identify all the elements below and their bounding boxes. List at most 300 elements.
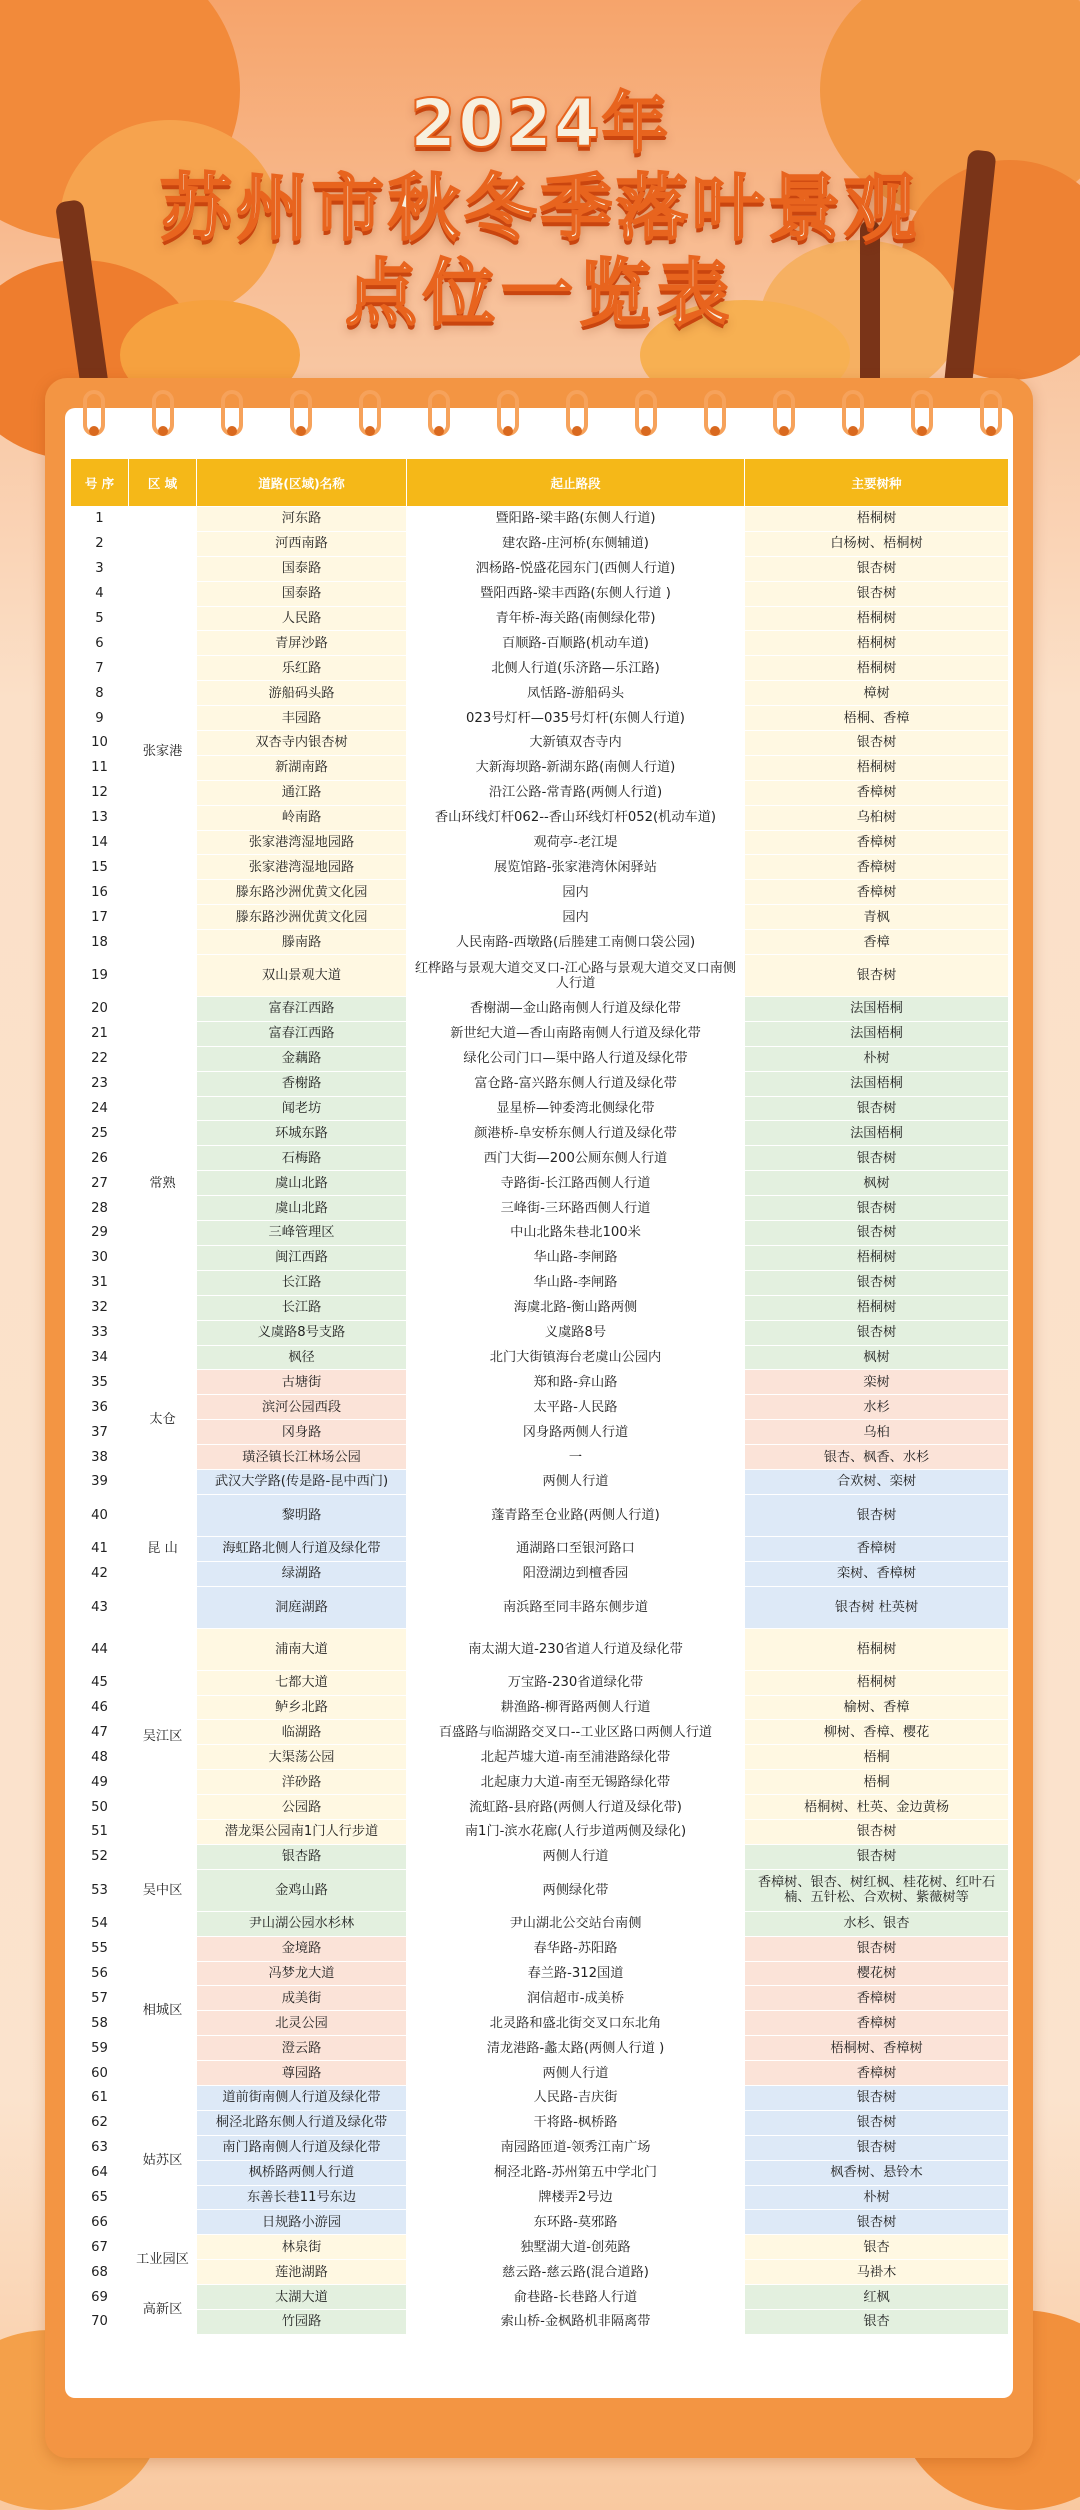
tree-species-cell: 银杏 (745, 2235, 1009, 2260)
table-row (71, 2011, 1009, 2036)
road-name-cell: 香榭路 (197, 1071, 407, 1096)
row-number: 65 (71, 2185, 129, 2210)
tree-species-cell: 银杏树 (745, 1844, 1009, 1869)
tree-species-cell: 香樟树 (745, 855, 1009, 880)
tree-species-cell: 银杏树 (745, 1221, 1009, 1246)
section-cell: 颜港桥-阜安桥东侧人行道及绿化带 (407, 1121, 745, 1146)
road-name-cell: 南门路南侧人行道及绿化带 (197, 2135, 407, 2160)
section-cell: 大新海坝路-新湖东路(南侧人行道) (407, 755, 745, 780)
row-number: 3 (71, 556, 129, 581)
tree-species-cell: 银杏树 (745, 1320, 1009, 1345)
title-sub: 点位一览表 (344, 251, 735, 335)
row-number: 34 (71, 1345, 129, 1370)
road-name-cell: 滕南路 (197, 930, 407, 955)
road-name-cell: 日规路小游园 (197, 2210, 407, 2235)
road-name-cell: 富春江西路 (197, 997, 407, 1022)
row-number: 9 (71, 706, 129, 731)
binder-ring (83, 390, 105, 436)
tree-species-cell: 朴树 (745, 1046, 1009, 1071)
road-name-cell: 绿湖路 (197, 1561, 407, 1586)
table-row (71, 1345, 1009, 1370)
row-number: 48 (71, 1745, 129, 1770)
table-row (71, 1121, 1009, 1146)
table-row (71, 1936, 1009, 1961)
tree-species-cell: 香樟树 (745, 880, 1009, 905)
table-row (71, 631, 1009, 656)
row-number: 50 (71, 1795, 129, 1820)
road-name-cell: 洋砂路 (197, 1770, 407, 1795)
table-row (71, 1071, 1009, 1096)
row-number: 24 (71, 1096, 129, 1121)
section-cell: 香山环线灯杆062--香山环线灯杆052(机动车道) (407, 805, 745, 830)
table-row (71, 1869, 1009, 1911)
binder-ring (842, 390, 864, 436)
section-cell: 北侧人行道(乐济路—乐江路) (407, 656, 745, 681)
tree-species-cell: 榆树、香樟 (745, 1695, 1009, 1720)
table-row (71, 1745, 1009, 1770)
tree-species-cell: 香樟树 (745, 830, 1009, 855)
row-number: 27 (71, 1171, 129, 1196)
region-cell: 张家港 (129, 507, 197, 997)
table-row (71, 805, 1009, 830)
section-cell: 泗杨路-悦盛花园东门(西侧人行道) (407, 556, 745, 581)
row-number: 51 (71, 1819, 129, 1844)
section-cell: 牌楼弄2号边 (407, 2185, 745, 2210)
tree-species-cell: 梧桐、香樟 (745, 706, 1009, 731)
road-name-cell: 银杏路 (197, 1844, 407, 1869)
section-cell: 中山北路朱巷北100米 (407, 1221, 745, 1246)
table-row (71, 1961, 1009, 1986)
table-row (71, 955, 1009, 997)
road-name-cell: 长江路 (197, 1295, 407, 1320)
road-name-cell: 洞庭湖路 (197, 1586, 407, 1628)
row-number: 39 (71, 1469, 129, 1494)
tree-species-cell: 樟树 (745, 681, 1009, 706)
binder-ring (635, 390, 657, 436)
table-row (71, 2285, 1009, 2310)
tree-species-cell: 樱花树 (745, 1961, 1009, 1986)
tree-species-cell: 梧桐树 (745, 1628, 1009, 1670)
table-row (71, 1046, 1009, 1071)
row-number: 70 (71, 2310, 129, 2335)
binder-ring (152, 390, 174, 436)
road-name-cell: 张家港湾湿地园路 (197, 830, 407, 855)
row-number: 29 (71, 1221, 129, 1246)
tree-species-cell: 银杏树 (745, 2110, 1009, 2135)
table-row (71, 731, 1009, 756)
road-name-cell: 浦南大道 (197, 1628, 407, 1670)
tree-species-cell: 梧桐树 (745, 606, 1009, 631)
road-name-cell: 石梅路 (197, 1146, 407, 1171)
road-name-cell: 冯梦龙大道 (197, 1961, 407, 1986)
road-name-cell: 虞山北路 (197, 1196, 407, 1221)
tree-species-cell: 银杏树 (745, 731, 1009, 756)
binder-ring (911, 390, 933, 436)
row-number: 5 (71, 606, 129, 631)
section-cell: 南浜路至同丰路东侧步道 (407, 1586, 745, 1628)
row-number: 54 (71, 1911, 129, 1936)
section-cell: 富仓路-富兴路东侧人行道及绿化带 (407, 1071, 745, 1096)
tree-species-cell: 银杏树 (745, 955, 1009, 997)
tree-species-cell: 合欢树、栾树 (745, 1469, 1009, 1494)
road-name-cell: 三峰管理区 (197, 1221, 407, 1246)
table-row (71, 880, 1009, 905)
road-name-cell: 岭南路 (197, 805, 407, 830)
section-cell: 暨阳西路-梁丰西路(东侧人行道 ) (407, 581, 745, 606)
tree-species-cell: 香樟树 (745, 1536, 1009, 1561)
section-cell: 观荷亭-老江堤 (407, 830, 745, 855)
tree-species-cell: 柳树、香樟、樱花 (745, 1720, 1009, 1745)
road-name-cell: 新湖南路 (197, 755, 407, 780)
tree-species-cell: 枫树 (745, 1171, 1009, 1196)
road-name-cell: 七都大道 (197, 1670, 407, 1695)
section-cell: 暨阳路-梁丰路(东侧人行道) (407, 507, 745, 532)
row-number: 26 (71, 1146, 129, 1171)
road-name-cell: 闻老坊 (197, 1096, 407, 1121)
row-number: 42 (71, 1561, 129, 1586)
title-year: 2024年 (410, 85, 670, 162)
row-number: 18 (71, 930, 129, 955)
region-cell: 吴江区 (129, 1628, 197, 1844)
section-cell: 阳澄湖边到檀香园 (407, 1561, 745, 1586)
tree-species-cell: 梧桐树、香樟树 (745, 2036, 1009, 2061)
road-name-cell: 太湖大道 (197, 2285, 407, 2310)
row-number: 1 (71, 507, 129, 532)
table-row (71, 581, 1009, 606)
road-name-cell: 人民路 (197, 606, 407, 631)
region-cell: 高新区 (129, 2285, 197, 2335)
tree-species-cell: 法国梧桐 (745, 1071, 1009, 1096)
section-cell: 三峰街-三环路西侧人行道 (407, 1196, 745, 1221)
section-cell: 郑和路-弇山路 (407, 1370, 745, 1395)
road-name-cell: 金藕路 (197, 1046, 407, 1071)
road-name-cell: 澄云路 (197, 2036, 407, 2061)
row-number: 59 (71, 2036, 129, 2061)
section-cell: 干将路-枫桥路 (407, 2110, 745, 2135)
row-number: 30 (71, 1245, 129, 1270)
row-number: 46 (71, 1695, 129, 1720)
binder-ring (290, 390, 312, 436)
header-tree: 主要树种 (745, 459, 1009, 507)
section-cell: 展览馆路-张家港湾休闲驿站 (407, 855, 745, 880)
tree-species-cell: 梧桐 (745, 1770, 1009, 1795)
table-row (71, 1819, 1009, 1844)
section-cell: 流虹路-县府路(两侧人行道及绿化带) (407, 1795, 745, 1820)
table-row (71, 2160, 1009, 2185)
binder-ring (359, 390, 381, 436)
tree-species-cell: 银杏、枫香、水杉 (745, 1445, 1009, 1470)
tree-species-cell: 银杏树 (745, 1196, 1009, 1221)
tree-species-cell: 银杏树 (745, 1494, 1009, 1536)
table-row (71, 1146, 1009, 1171)
road-name-cell: 义虞路8号支路 (197, 1320, 407, 1345)
road-name-cell: 竹园路 (197, 2310, 407, 2335)
section-cell: 桐泾北路-苏州第五中学北门 (407, 2160, 745, 2185)
road-name-cell: 冈身路 (197, 1420, 407, 1445)
row-number: 57 (71, 1986, 129, 2011)
table-row (71, 507, 1009, 532)
table-row (71, 1245, 1009, 1270)
tree-species-cell: 梧桐树、杜英、金边黄杨 (745, 1795, 1009, 1820)
row-number: 43 (71, 1586, 129, 1628)
road-name-cell: 鲈乡北路 (197, 1695, 407, 1720)
section-cell: 新世纪大道—香山南路南侧人行道及绿化带 (407, 1021, 745, 1046)
table-row (71, 1270, 1009, 1295)
table-row (71, 930, 1009, 955)
tree-species-cell: 银杏树 (745, 2085, 1009, 2110)
table-row (71, 2085, 1009, 2110)
section-cell: 两侧人行道 (407, 1469, 745, 1494)
table-row (71, 2210, 1009, 2235)
tree-species-cell: 白杨树、梧桐树 (745, 531, 1009, 556)
row-number: 58 (71, 2011, 129, 2036)
road-name-cell: 临湖路 (197, 1720, 407, 1745)
tree-species-cell: 栾树 (745, 1370, 1009, 1395)
header-road: 道路(区域)名称 (197, 459, 407, 507)
table-row (71, 706, 1009, 731)
section-cell: 显星桥—钟委湾北侧绿化带 (407, 1096, 745, 1121)
tree-species-cell: 马褂木 (745, 2260, 1009, 2285)
section-cell: 清龙港路-蠡太路(两侧人行道 ) (407, 2036, 745, 2061)
section-cell: 春兰路-312国道 (407, 1961, 745, 1986)
section-cell: 海虞北路-衡山路两侧 (407, 1295, 745, 1320)
road-name-cell: 尹山湖公园水杉林 (197, 1911, 407, 1936)
road-name-cell: 璜泾镇长江林场公园 (197, 1445, 407, 1470)
row-number: 55 (71, 1936, 129, 1961)
road-name-cell: 滕东路沙洲优黄文化园 (197, 880, 407, 905)
tree-species-cell: 梧桐 (745, 1745, 1009, 1770)
binder-ring (773, 390, 795, 436)
table-row (71, 1586, 1009, 1628)
row-number: 44 (71, 1628, 129, 1670)
table-row (71, 1395, 1009, 1420)
section-cell: 建农路-庄河桥(东侧辅道) (407, 531, 745, 556)
table-row (71, 1770, 1009, 1795)
region-cell: 昆 山 (129, 1469, 197, 1628)
section-cell: 大新镇双杏寺内 (407, 731, 745, 756)
row-number: 20 (71, 997, 129, 1022)
section-cell: 园内 (407, 905, 745, 930)
section-cell: 两侧人行道 (407, 2061, 745, 2086)
section-cell: 华山路-李闸路 (407, 1245, 745, 1270)
section-cell: 北门大街镇海台老虞山公园内 (407, 1345, 745, 1370)
section-cell: 索山桥-金枫路机非隔离带 (407, 2310, 745, 2335)
table-row (71, 2110, 1009, 2135)
road-name-cell: 长江路 (197, 1270, 407, 1295)
section-cell: 寺路街-长江路西侧人行道 (407, 1171, 745, 1196)
table-row (71, 2036, 1009, 2061)
row-number: 16 (71, 880, 129, 905)
road-name-cell: 金鸡山路 (197, 1869, 407, 1911)
tree-species-cell: 香樟树 (745, 2011, 1009, 2036)
row-number: 53 (71, 1869, 129, 1911)
table-body (71, 507, 1009, 2335)
table-row (71, 997, 1009, 1022)
section-cell: 通湖路口至银河路口 (407, 1536, 745, 1561)
row-number: 56 (71, 1961, 129, 1986)
road-name-cell: 大渠荡公园 (197, 1745, 407, 1770)
tree-species-cell: 银杏树 (745, 1270, 1009, 1295)
row-number: 37 (71, 1420, 129, 1445)
table-row (71, 656, 1009, 681)
section-cell: 俞巷路-长巷路人行道 (407, 2285, 745, 2310)
section-cell: 慈云路-慈云路(混合道路) (407, 2260, 745, 2285)
road-name-cell: 虞山北路 (197, 1171, 407, 1196)
road-name-cell: 莲池湖路 (197, 2260, 407, 2285)
row-number: 67 (71, 2235, 129, 2260)
road-name-cell: 张家港湾湿地园路 (197, 855, 407, 880)
table-row (71, 1844, 1009, 1869)
table-row (71, 1445, 1009, 1470)
section-cell: 润信超市-成美桥 (407, 1986, 745, 2011)
road-name-cell: 河东路 (197, 507, 407, 532)
table-row (71, 1295, 1009, 1320)
table-row (71, 1196, 1009, 1221)
table-row (71, 2061, 1009, 2086)
road-name-cell: 枫桥路两侧人行道 (197, 2160, 407, 2185)
section-cell: 两侧绿化带 (407, 1869, 745, 1911)
row-number: 63 (71, 2135, 129, 2160)
section-cell: 人民路-吉庆街 (407, 2085, 745, 2110)
row-number: 64 (71, 2160, 129, 2185)
road-name-cell: 双杏寺内银杏树 (197, 731, 407, 756)
section-cell: 百顺路-百顺路(机动车道) (407, 631, 745, 656)
table-row (71, 1720, 1009, 1745)
tree-species-cell: 银杏树 (745, 1146, 1009, 1171)
road-name-cell: 武汉大学路(传是路-昆中西门) (197, 1469, 407, 1494)
tree-species-cell: 青枫 (745, 905, 1009, 930)
tree-species-cell: 香樟树、银杏、树红枫、桂花树、红叶石楠、五针松、合欢树、紫薇树等 (745, 1869, 1009, 1911)
road-name-cell: 金境路 (197, 1936, 407, 1961)
road-name-cell: 游船码头路 (197, 681, 407, 706)
row-number: 35 (71, 1370, 129, 1395)
road-name-cell: 公园路 (197, 1795, 407, 1820)
tree-species-cell: 水杉 (745, 1395, 1009, 1420)
tree-species-cell: 香樟树 (745, 780, 1009, 805)
region-cell: 工业园区 (129, 2235, 197, 2285)
road-name-cell: 枫径 (197, 1345, 407, 1370)
tree-species-cell: 银杏树 (745, 2210, 1009, 2235)
section-cell: 园内 (407, 880, 745, 905)
tree-species-cell: 法国梧桐 (745, 1121, 1009, 1146)
table-header-row (71, 459, 1009, 507)
row-number: 4 (71, 581, 129, 606)
row-number: 41 (71, 1536, 129, 1561)
section-cell: 太平路-人民路 (407, 1395, 745, 1420)
tree-species-cell: 枫香树、悬铃木 (745, 2160, 1009, 2185)
tree-species-cell: 法国梧桐 (745, 997, 1009, 1022)
tree-species-cell: 银杏树 (745, 2135, 1009, 2160)
row-number: 33 (71, 1320, 129, 1345)
section-cell: 两侧人行道 (407, 1844, 745, 1869)
row-number: 28 (71, 1196, 129, 1221)
section-cell: 耕渔路-柳胥路两侧人行道 (407, 1695, 745, 1720)
road-name-cell: 滕东路沙洲优黄文化园 (197, 905, 407, 930)
table-row (71, 2235, 1009, 2260)
section-cell: 北灵路和盛北街交叉口东北角 (407, 2011, 745, 2036)
section-cell: 义虞路8号 (407, 1320, 745, 1345)
tree-species-cell: 银杏树 杜英树 (745, 1586, 1009, 1628)
row-number: 25 (71, 1121, 129, 1146)
road-name-cell: 黎明路 (197, 1494, 407, 1536)
road-name-cell: 道前街南侧人行道及绿化带 (197, 2085, 407, 2110)
road-name-cell: 北灵公园 (197, 2011, 407, 2036)
section-cell: 人民南路-西墩路(后塍建工南侧口袋公园) (407, 930, 745, 955)
section-cell: 南太湖大道-230省道人行道及绿化带 (407, 1628, 745, 1670)
table-row (71, 1795, 1009, 1820)
table-row (71, 1221, 1009, 1246)
binder-rings (45, 390, 1033, 440)
road-name-cell: 河西南路 (197, 531, 407, 556)
table-row (71, 1420, 1009, 1445)
region-cell: 姑苏区 (129, 2085, 197, 2234)
row-number: 17 (71, 905, 129, 930)
tree-species-cell: 银杏 (745, 2310, 1009, 2335)
row-number: 15 (71, 855, 129, 880)
section-cell: 华山路-李闸路 (407, 1270, 745, 1295)
section-cell: 香榭湖—金山路南侧人行道及绿化带 (407, 997, 745, 1022)
tree-species-cell: 银杏树 (745, 1819, 1009, 1844)
table-row (71, 1096, 1009, 1121)
road-name-cell: 青屏沙路 (197, 631, 407, 656)
table-row (71, 905, 1009, 930)
table-row (71, 1370, 1009, 1395)
section-cell: 西门大街—200公厕东侧人行道 (407, 1146, 745, 1171)
header-region: 区 域 (129, 459, 197, 507)
table-row (71, 556, 1009, 581)
header-section: 起止路段 (407, 459, 745, 507)
row-number: 23 (71, 1071, 129, 1096)
tree-species-cell: 栾树、香樟树 (745, 1561, 1009, 1586)
row-number: 40 (71, 1494, 129, 1536)
table-row (71, 1494, 1009, 1536)
tree-species-cell: 法国梧桐 (745, 1021, 1009, 1046)
row-number: 60 (71, 2061, 129, 2086)
section-cell: 东环路-莫邪路 (407, 2210, 745, 2235)
table-row (71, 1561, 1009, 1586)
row-number: 68 (71, 2260, 129, 2285)
scenic-spot-table (70, 458, 1009, 2335)
table-row (71, 1320, 1009, 1345)
section-cell: 万宝路-230省道绿化带 (407, 1670, 745, 1695)
tree-species-cell: 梧桐树 (745, 755, 1009, 780)
row-number: 10 (71, 731, 129, 756)
row-number: 12 (71, 780, 129, 805)
tree-species-cell: 梧桐树 (745, 1245, 1009, 1270)
table-row (71, 1536, 1009, 1561)
section-cell: 春华路-苏阳路 (407, 1936, 745, 1961)
tree-species-cell: 银杏树 (745, 581, 1009, 606)
road-name-cell: 滨河公园西段 (197, 1395, 407, 1420)
binder-ring (704, 390, 726, 436)
section-cell: 北起芦墟大道-南至浦港路绿化带 (407, 1745, 745, 1770)
table-row (71, 855, 1009, 880)
row-number: 69 (71, 2285, 129, 2310)
tree-species-cell: 朴树 (745, 2185, 1009, 2210)
row-number: 32 (71, 1295, 129, 1320)
table-row (71, 2135, 1009, 2160)
row-number: 49 (71, 1770, 129, 1795)
road-name-cell: 林泉街 (197, 2235, 407, 2260)
section-cell: 南园路匝道-领秀江南广场 (407, 2135, 745, 2160)
tree-species-cell: 银杏树 (745, 1096, 1009, 1121)
row-number: 38 (71, 1445, 129, 1470)
binder-ring (497, 390, 519, 436)
row-number: 7 (71, 656, 129, 681)
row-number: 8 (71, 681, 129, 706)
road-name-cell: 古塘街 (197, 1370, 407, 1395)
tree-species-cell: 银杏树 (745, 556, 1009, 581)
